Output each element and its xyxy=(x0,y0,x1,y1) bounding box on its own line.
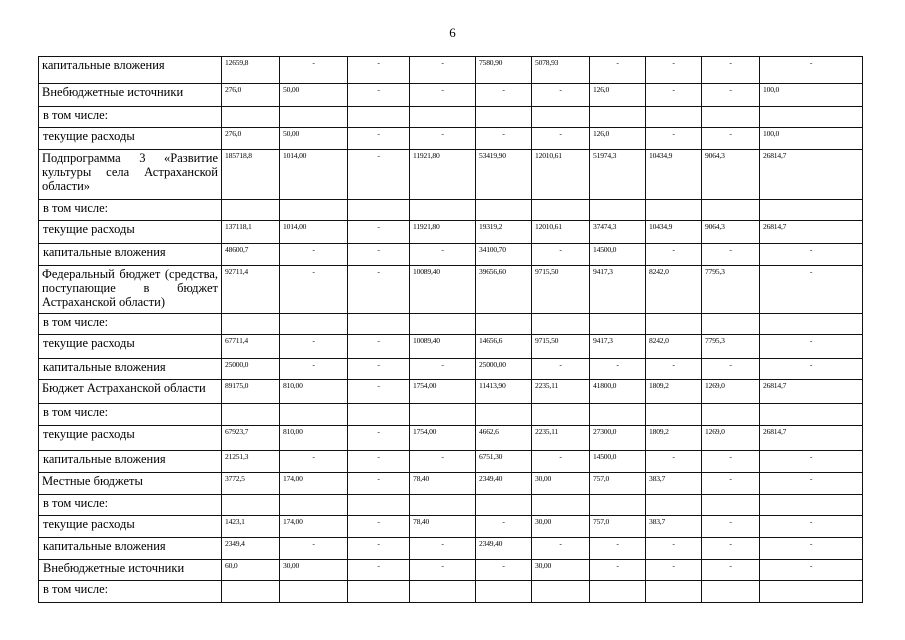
value-cell: 1014,00 xyxy=(280,150,348,200)
value-cell: 2235,11 xyxy=(532,426,590,451)
value-cell xyxy=(280,107,348,128)
value-cell xyxy=(280,404,348,426)
value-cell: 67711,4 xyxy=(222,335,280,359)
table-row xyxy=(39,244,863,266)
value-cell: 26814,7 xyxy=(760,380,863,404)
value-cell: - xyxy=(590,538,646,560)
value-cell xyxy=(280,314,348,335)
row-label: в том числе: xyxy=(39,200,222,221)
value-cell: 11921,80 xyxy=(410,221,476,244)
value-cell: - xyxy=(410,560,476,581)
value-cell: 757,0 xyxy=(590,516,646,538)
value-cell xyxy=(532,107,590,128)
value-cell: - xyxy=(348,473,410,495)
table-row xyxy=(39,221,863,244)
value-cell: 92711,4 xyxy=(222,266,280,314)
value-cell: 67923,7 xyxy=(222,426,280,451)
value-cell xyxy=(532,314,590,335)
value-cell: 1809,2 xyxy=(646,426,702,451)
value-cell: 137118,1 xyxy=(222,221,280,244)
row-label: капитальные вложения xyxy=(39,359,222,380)
value-cell xyxy=(590,581,646,603)
value-cell: - xyxy=(760,57,863,84)
value-cell: - xyxy=(280,266,348,314)
value-cell: 1754,00 xyxy=(410,426,476,451)
value-cell: 30,00 xyxy=(532,473,590,495)
value-cell: - xyxy=(702,57,760,84)
value-cell: - xyxy=(348,560,410,581)
value-cell xyxy=(702,314,760,335)
value-cell: - xyxy=(280,451,348,473)
value-cell: - xyxy=(348,538,410,560)
row-label: в том числе: xyxy=(39,314,222,335)
value-cell xyxy=(760,581,863,603)
row-label: текущие расходы xyxy=(39,426,222,451)
value-cell xyxy=(760,404,863,426)
value-cell: 19319,2 xyxy=(476,221,532,244)
value-cell: - xyxy=(760,451,863,473)
value-cell xyxy=(760,495,863,516)
value-cell: 8242,0 xyxy=(646,335,702,359)
value-cell: 9064,3 xyxy=(702,150,760,200)
value-cell: 7795,3 xyxy=(702,266,760,314)
value-cell: - xyxy=(760,560,863,581)
row-label: текущие расходы xyxy=(39,516,222,538)
value-cell: 9417,3 xyxy=(590,335,646,359)
value-cell: 30,00 xyxy=(532,560,590,581)
value-cell: 51974,3 xyxy=(590,150,646,200)
value-cell: - xyxy=(280,57,348,84)
value-cell: - xyxy=(702,451,760,473)
value-cell: - xyxy=(702,560,760,581)
value-cell xyxy=(348,581,410,603)
value-cell: - xyxy=(410,359,476,380)
value-cell: 53419,90 xyxy=(476,150,532,200)
value-cell: 8242,0 xyxy=(646,266,702,314)
value-cell: - xyxy=(532,538,590,560)
value-cell: - xyxy=(532,451,590,473)
value-cell: - xyxy=(348,359,410,380)
value-cell xyxy=(222,581,280,603)
value-cell xyxy=(590,404,646,426)
value-cell: - xyxy=(702,84,760,107)
value-cell: - xyxy=(348,451,410,473)
value-cell: 12659,8 xyxy=(222,57,280,84)
value-cell: - xyxy=(476,560,532,581)
value-cell: 810,00 xyxy=(280,426,348,451)
value-cell: 12010,61 xyxy=(532,221,590,244)
value-cell xyxy=(476,495,532,516)
table-row xyxy=(39,404,863,426)
row-label: капитальные вложения xyxy=(39,451,222,473)
value-cell xyxy=(646,314,702,335)
value-cell: 50,00 xyxy=(280,128,348,150)
value-cell xyxy=(702,495,760,516)
value-cell: - xyxy=(532,84,590,107)
table-row xyxy=(39,495,863,516)
table-row xyxy=(39,380,863,404)
value-cell xyxy=(348,404,410,426)
table-row xyxy=(39,473,863,495)
value-cell: - xyxy=(590,57,646,84)
value-cell: 276,0 xyxy=(222,128,280,150)
value-cell xyxy=(532,581,590,603)
value-cell: 7795,3 xyxy=(702,335,760,359)
value-cell: - xyxy=(760,538,863,560)
value-cell xyxy=(280,581,348,603)
value-cell xyxy=(222,314,280,335)
value-cell: - xyxy=(410,538,476,560)
value-cell: 2349,40 xyxy=(476,538,532,560)
value-cell xyxy=(760,107,863,128)
value-cell: - xyxy=(348,516,410,538)
table-row xyxy=(39,57,863,84)
value-cell: 383,7 xyxy=(646,516,702,538)
value-cell: 11921,80 xyxy=(410,150,476,200)
value-cell: 37474,3 xyxy=(590,221,646,244)
row-label: капитальные вложения xyxy=(39,538,222,560)
value-cell: - xyxy=(646,451,702,473)
value-cell xyxy=(410,581,476,603)
value-cell: 26814,7 xyxy=(760,150,863,200)
value-cell xyxy=(590,200,646,221)
value-cell xyxy=(476,404,532,426)
value-cell: 126,0 xyxy=(590,128,646,150)
value-cell xyxy=(646,495,702,516)
value-cell: - xyxy=(348,221,410,244)
value-cell xyxy=(702,200,760,221)
value-cell: 174,00 xyxy=(280,516,348,538)
value-cell: 2235,11 xyxy=(532,380,590,404)
value-cell: 27300,0 xyxy=(590,426,646,451)
value-cell xyxy=(476,314,532,335)
row-label: в том числе: xyxy=(39,581,222,603)
value-cell: 1269,0 xyxy=(702,380,760,404)
value-cell: 78,40 xyxy=(410,473,476,495)
value-cell xyxy=(348,314,410,335)
value-cell: - xyxy=(646,560,702,581)
value-cell: 41800,0 xyxy=(590,380,646,404)
value-cell: 1754,00 xyxy=(410,380,476,404)
value-cell: - xyxy=(646,128,702,150)
value-cell: 10434,9 xyxy=(646,150,702,200)
value-cell: - xyxy=(476,516,532,538)
value-cell: 50,00 xyxy=(280,84,348,107)
table-row xyxy=(39,150,863,200)
value-cell: - xyxy=(760,516,863,538)
value-cell: 26814,7 xyxy=(760,426,863,451)
value-cell: - xyxy=(348,426,410,451)
value-cell xyxy=(410,107,476,128)
value-cell: 100,0 xyxy=(760,84,863,107)
row-label: текущие расходы xyxy=(39,128,222,150)
value-cell xyxy=(280,200,348,221)
table-row xyxy=(39,426,863,451)
value-cell xyxy=(222,107,280,128)
value-cell: - xyxy=(280,538,348,560)
value-cell: 4662,6 xyxy=(476,426,532,451)
value-cell xyxy=(222,200,280,221)
value-cell xyxy=(646,581,702,603)
table-row xyxy=(39,335,863,359)
value-cell: - xyxy=(590,359,646,380)
value-cell: - xyxy=(348,244,410,266)
value-cell: 14500,0 xyxy=(590,451,646,473)
row-label: в том числе: xyxy=(39,107,222,128)
value-cell: 11413,90 xyxy=(476,380,532,404)
value-cell: - xyxy=(476,128,532,150)
value-cell xyxy=(646,404,702,426)
budget-table xyxy=(38,56,863,603)
value-cell: - xyxy=(410,451,476,473)
value-cell: - xyxy=(760,266,863,314)
row-label: капитальные вложения xyxy=(39,244,222,266)
value-cell: 7580,90 xyxy=(476,57,532,84)
value-cell xyxy=(646,107,702,128)
value-cell: - xyxy=(646,84,702,107)
value-cell: 10089,40 xyxy=(410,335,476,359)
value-cell xyxy=(760,314,863,335)
value-cell: - xyxy=(532,128,590,150)
value-cell: - xyxy=(760,244,863,266)
table-row xyxy=(39,128,863,150)
value-cell: 14656,6 xyxy=(476,335,532,359)
value-cell xyxy=(222,495,280,516)
value-cell xyxy=(410,495,476,516)
value-cell: 2349,40 xyxy=(476,473,532,495)
value-cell xyxy=(410,314,476,335)
value-cell: 30,00 xyxy=(280,560,348,581)
value-cell: 3772,5 xyxy=(222,473,280,495)
value-cell: 60,0 xyxy=(222,560,280,581)
value-cell: - xyxy=(280,244,348,266)
value-cell: - xyxy=(702,359,760,380)
value-cell xyxy=(476,200,532,221)
value-cell: - xyxy=(702,128,760,150)
value-cell: 10089,40 xyxy=(410,266,476,314)
value-cell: - xyxy=(410,244,476,266)
value-cell xyxy=(348,107,410,128)
value-cell: - xyxy=(280,359,348,380)
value-cell: 21251,3 xyxy=(222,451,280,473)
value-cell: - xyxy=(760,473,863,495)
value-cell: - xyxy=(702,244,760,266)
value-cell: - xyxy=(280,335,348,359)
value-cell: 100,0 xyxy=(760,128,863,150)
row-label: Бюджет Астраханской области xyxy=(39,380,222,404)
value-cell: 276,0 xyxy=(222,84,280,107)
value-cell: 25000,0 xyxy=(222,359,280,380)
value-cell: 185718,8 xyxy=(222,150,280,200)
row-label: Внебюджетные источники xyxy=(39,560,222,581)
value-cell: 30,00 xyxy=(532,516,590,538)
value-cell: - xyxy=(702,538,760,560)
table-row xyxy=(39,516,863,538)
table-row xyxy=(39,538,863,560)
value-cell xyxy=(590,107,646,128)
table-row xyxy=(39,359,863,380)
value-cell xyxy=(590,314,646,335)
value-cell xyxy=(348,495,410,516)
value-cell: 1014,00 xyxy=(280,221,348,244)
table-row xyxy=(39,314,863,335)
value-cell: 39656,60 xyxy=(476,266,532,314)
value-cell: 34100,70 xyxy=(476,244,532,266)
value-cell xyxy=(348,200,410,221)
value-cell: 9417,3 xyxy=(590,266,646,314)
value-cell: - xyxy=(532,244,590,266)
value-cell: 2349,4 xyxy=(222,538,280,560)
value-cell xyxy=(280,495,348,516)
value-cell: - xyxy=(476,84,532,107)
table-row xyxy=(39,107,863,128)
value-cell: 174,00 xyxy=(280,473,348,495)
table-row xyxy=(39,560,863,581)
row-label: в том числе: xyxy=(39,404,222,426)
table-row xyxy=(39,451,863,473)
value-cell: 126,0 xyxy=(590,84,646,107)
value-cell: 1423,1 xyxy=(222,516,280,538)
value-cell: 78,40 xyxy=(410,516,476,538)
value-cell: 1809,2 xyxy=(646,380,702,404)
value-cell: - xyxy=(410,57,476,84)
value-cell: - xyxy=(348,380,410,404)
value-cell: 9064,3 xyxy=(702,221,760,244)
value-cell: 14500,0 xyxy=(590,244,646,266)
value-cell: - xyxy=(760,335,863,359)
value-cell: - xyxy=(702,473,760,495)
value-cell: 5078,93 xyxy=(532,57,590,84)
page-number: 6 xyxy=(449,25,456,40)
value-cell: 1269,0 xyxy=(702,426,760,451)
budget-table-body xyxy=(39,57,863,603)
value-cell xyxy=(476,107,532,128)
value-cell xyxy=(532,495,590,516)
table-row xyxy=(39,84,863,107)
value-cell xyxy=(410,200,476,221)
value-cell: 10434,9 xyxy=(646,221,702,244)
value-cell xyxy=(702,581,760,603)
value-cell: 383,7 xyxy=(646,473,702,495)
value-cell: - xyxy=(646,244,702,266)
value-cell: - xyxy=(646,359,702,380)
row-label: текущие расходы xyxy=(39,335,222,359)
value-cell: - xyxy=(532,359,590,380)
value-cell: - xyxy=(590,560,646,581)
value-cell xyxy=(222,404,280,426)
value-cell xyxy=(476,581,532,603)
table-row xyxy=(39,266,863,314)
row-label: в том числе: xyxy=(39,495,222,516)
table-row xyxy=(39,581,863,603)
value-cell: - xyxy=(702,516,760,538)
value-cell xyxy=(702,107,760,128)
value-cell xyxy=(760,200,863,221)
value-cell: 26814,7 xyxy=(760,221,863,244)
value-cell: 9715,50 xyxy=(532,335,590,359)
value-cell: 12010,61 xyxy=(532,150,590,200)
row-label: Внебюджетные источники xyxy=(39,84,222,107)
value-cell: - xyxy=(348,128,410,150)
value-cell: 48600,7 xyxy=(222,244,280,266)
row-label: текущие расходы xyxy=(39,221,222,244)
value-cell: 25000,00 xyxy=(476,359,532,380)
value-cell: - xyxy=(646,538,702,560)
value-cell: 6751,30 xyxy=(476,451,532,473)
value-cell: - xyxy=(410,84,476,107)
value-cell xyxy=(532,200,590,221)
row-label: Местные бюджеты xyxy=(39,473,222,495)
value-cell xyxy=(702,404,760,426)
value-cell: 9715,50 xyxy=(532,266,590,314)
value-cell: - xyxy=(348,84,410,107)
value-cell xyxy=(410,404,476,426)
value-cell: 89175,0 xyxy=(222,380,280,404)
table-row xyxy=(39,200,863,221)
value-cell xyxy=(532,404,590,426)
value-cell xyxy=(646,200,702,221)
value-cell xyxy=(590,495,646,516)
value-cell: - xyxy=(348,266,410,314)
row-label: Подпрограмма 3 «Развитие культуры села Астраханской области» xyxy=(39,150,222,200)
value-cell: - xyxy=(348,335,410,359)
value-cell: 757,0 xyxy=(590,473,646,495)
value-cell: - xyxy=(646,57,702,84)
value-cell: 810,00 xyxy=(280,380,348,404)
value-cell: - xyxy=(348,57,410,84)
value-cell: - xyxy=(348,150,410,200)
value-cell: - xyxy=(760,359,863,380)
row-label: капитальные вложения xyxy=(39,57,222,84)
value-cell: - xyxy=(410,128,476,150)
row-label: Федеральный бюджет (средства, поступающие в бюджет Астраханской области) xyxy=(39,266,222,314)
